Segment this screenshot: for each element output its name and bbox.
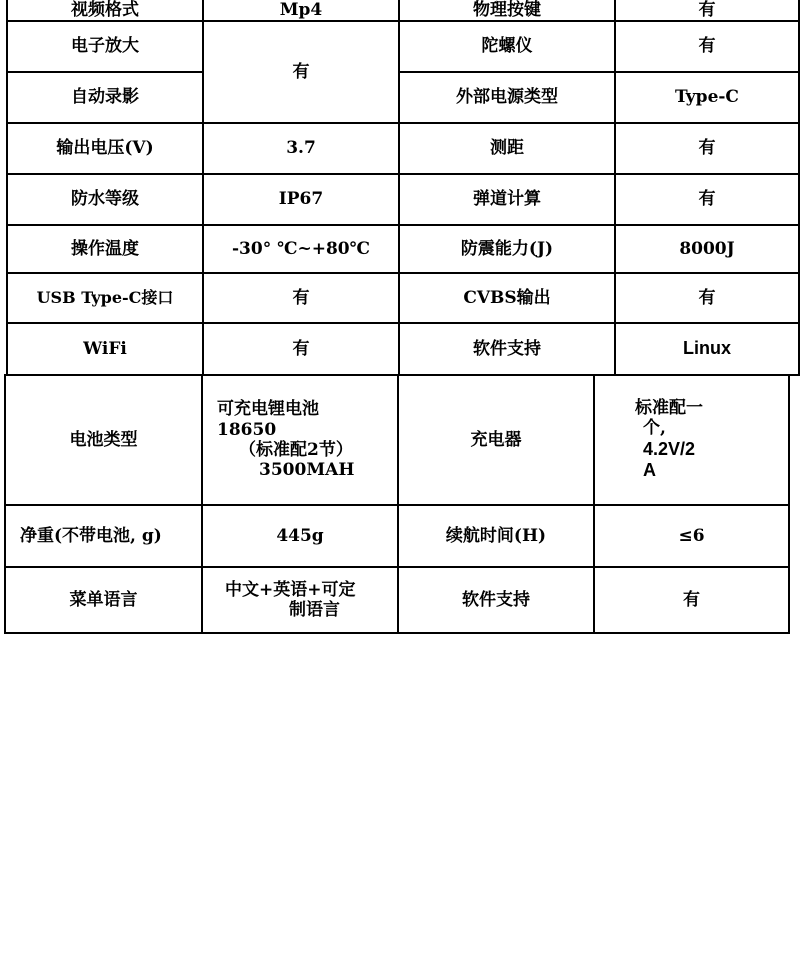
row8-value2-line2: 个, [643, 418, 666, 439]
row5-value: -30° ℃~+80℃ [202, 224, 400, 274]
row0-value2-text: 有 [698, 0, 716, 20]
row6-value2: 有 [614, 272, 800, 324]
row9-label2: 续航时间(H) [397, 504, 595, 568]
row0-label-text: 视频格式 [71, 0, 139, 20]
row0-value2 [614, 0, 800, 22]
row5-label2: 防震能力(J) [398, 224, 616, 274]
row1-label: 电子放大 [6, 20, 204, 73]
row10-value [201, 566, 399, 634]
row10-label: 菜单语言 [4, 566, 203, 634]
row10-value-line2: 制语言 [289, 600, 340, 620]
row1-label2: 陀螺仪 [398, 20, 616, 73]
row10-value2: 有 [593, 566, 790, 634]
row0-label2 [398, 0, 616, 22]
row4-label: 防水等级 [6, 173, 204, 226]
row5-label: 操作温度 [6, 224, 204, 274]
row12-merged-value: 有 [202, 20, 400, 124]
row8-label: 电池类型 [4, 374, 203, 506]
row7-value2: Linux [614, 322, 800, 376]
row6-label: USB Type-C接口 [6, 272, 204, 324]
row8-value2-line3: 4.2V/2 [643, 438, 696, 459]
row5-value2: 8000J [614, 224, 800, 274]
row8-value-line1: 可充电锂电池 [217, 399, 319, 420]
row0-label2-text: 物理按键 [473, 0, 541, 20]
row3-value2: 有 [614, 122, 800, 175]
row7-label2: 软件支持 [398, 322, 616, 376]
row8-value2-line4: A [643, 460, 656, 481]
row0-label [6, 0, 204, 22]
row7-label: WiFi [6, 322, 204, 376]
row6-label2: CVBS输出 [398, 272, 616, 324]
row4-value: IP67 [202, 173, 400, 226]
row3-label: 输出电压(V) [6, 122, 204, 175]
row8-value-line4: 3500MAH [259, 460, 355, 481]
row9-value2: ≤6 [593, 504, 790, 568]
row8-value [201, 374, 399, 506]
row6-value: 有 [202, 272, 400, 324]
row9-label: 净重(不带电池, g) [4, 504, 203, 568]
row8-value-line2: 18650 [217, 419, 277, 440]
row10-value-line1: 中文+英语+可定 [225, 579, 356, 600]
row2-value2: Type-C [614, 71, 800, 124]
row8-value-line3: （标准配2节） [239, 440, 353, 460]
row0-value [202, 0, 400, 22]
row3-value: 3.7 [202, 122, 400, 175]
row4-label2: 弹道计算 [398, 173, 616, 226]
row2-label2: 外部电源类型 [398, 71, 616, 124]
row8-value2-line1: 标准配一 [635, 398, 703, 419]
row4-value2: 有 [614, 173, 800, 226]
row2-label: 自动录影 [6, 71, 204, 124]
row9-value: 445g [201, 504, 399, 568]
row8-label2: 充电器 [397, 374, 595, 506]
row0-value-text: Mp4 [279, 0, 323, 20]
row8-value2 [593, 374, 790, 506]
row10-label2: 软件支持 [397, 566, 595, 634]
row7-value: 有 [202, 322, 400, 376]
row1-value2: 有 [614, 20, 800, 73]
row3-label2: 测距 [398, 122, 616, 175]
